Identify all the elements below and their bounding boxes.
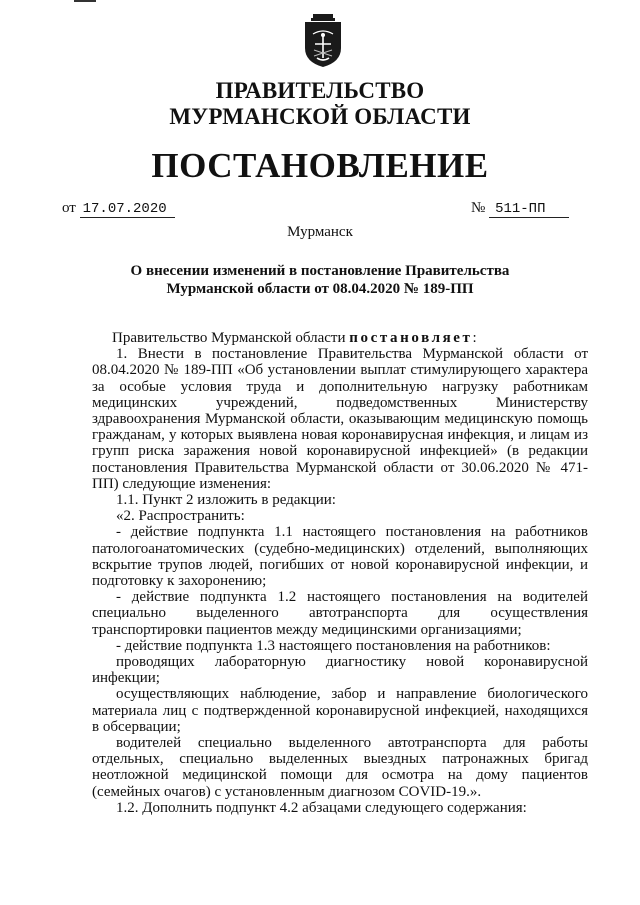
- intro-paragraph: [92, 330, 588, 346]
- government-title: [0, 78, 640, 130]
- paragraph-1-2: 1.2. Дополнить подпункт 4.2 абзацами следующего содержания:: [116, 799, 527, 816]
- city: Мурманск: [287, 224, 353, 240]
- intro-prefix: Правительство Мурманской области: [112, 330, 346, 346]
- document-date: 17.07.2020: [80, 201, 175, 218]
- scan-mark: [74, 0, 96, 2]
- paragraph-3: - действие подпункта 1.1 настоящего постановления на работников патологоанатомических (судебно-медицинских) отделений, выполняющих вскрытие трупов людей, погибших от новой коронавирусной инфекции, и подготовку к захоронению;: [92, 524, 588, 590]
- subject-line-2: Мурманской области от 08.04.2020 № 189-ПП: [166, 281, 474, 297]
- date-line: [62, 200, 175, 218]
- gov-line-2: МУРМАНСКОЙ ОБЛАСТИ: [169, 104, 471, 129]
- gov-line-1: ПРАВИТЕЛЬСТВО: [215, 78, 425, 103]
- number-prefix: №: [471, 200, 486, 216]
- paragraph-1-1: 1.1. Пункт 2 изложить в редакции:: [116, 492, 336, 509]
- subject-line-1: О внесении изменений в постановление Правительства: [130, 263, 510, 279]
- document-body: [92, 330, 588, 816]
- intro-colon: :: [472, 330, 477, 346]
- paragraph-6: проводящих лабораторную диагностику новой коронавирусной инфекции;: [92, 654, 588, 687]
- document-number: 511-ПП: [489, 201, 569, 218]
- paragraph-1: 1. Внести в постановление Правительства Мурманской области от 08.04.2020 № 189-ПП «Об установлении выплат стимулирующего характера за особые условия труда и дополнительную нагрузку работникам медицинских учреждений, подведомственных Министерству здравоохранения Мурманской области, оказывающим медицинскую помощь гражданам, у которых выявлена новая коронавирусная инфекция, и лицам из групп риска заражения новой коронавирусной инфекцией» (в редакции постановления Правительства Мурманской области от 30.06.2020 № 471-ПП) следующие изменения:: [92, 346, 588, 492]
- date-prefix: от: [62, 200, 76, 216]
- number-line: [471, 200, 569, 218]
- intro-verb: постановляет: [349, 330, 473, 346]
- paragraph-7: осуществляющих наблюдение, забор и направление биологического материала лиц с подтвержденной коронавирусной инфекцией, находящихся в обсервации;: [92, 686, 588, 735]
- paragraph-2: «2. Распространить:: [116, 508, 245, 525]
- document-subject: [0, 262, 640, 298]
- paragraph-8: водителей специально выделенного автотранспорта для работы отдельных, специально выделенных выездных патронажных бригад неотложной медицинской помощи для осмотра на дому пациентов (семейных очагов) с установленным диагнозом COVID-19.».: [92, 735, 588, 800]
- paragraph-4: - действие подпункта 1.2 настоящего постановления на водителей специально выделенного автотранспорта для осуществления транспортировки пациентов между медицинскими организациями;: [92, 589, 588, 638]
- paragraph-5: - действие подпункта 1.3 настоящего постановления на работников:: [116, 637, 551, 654]
- document-type: ПОСТАНОВЛЕНИЕ: [151, 146, 489, 185]
- coat-of-arms-icon: [303, 14, 343, 68]
